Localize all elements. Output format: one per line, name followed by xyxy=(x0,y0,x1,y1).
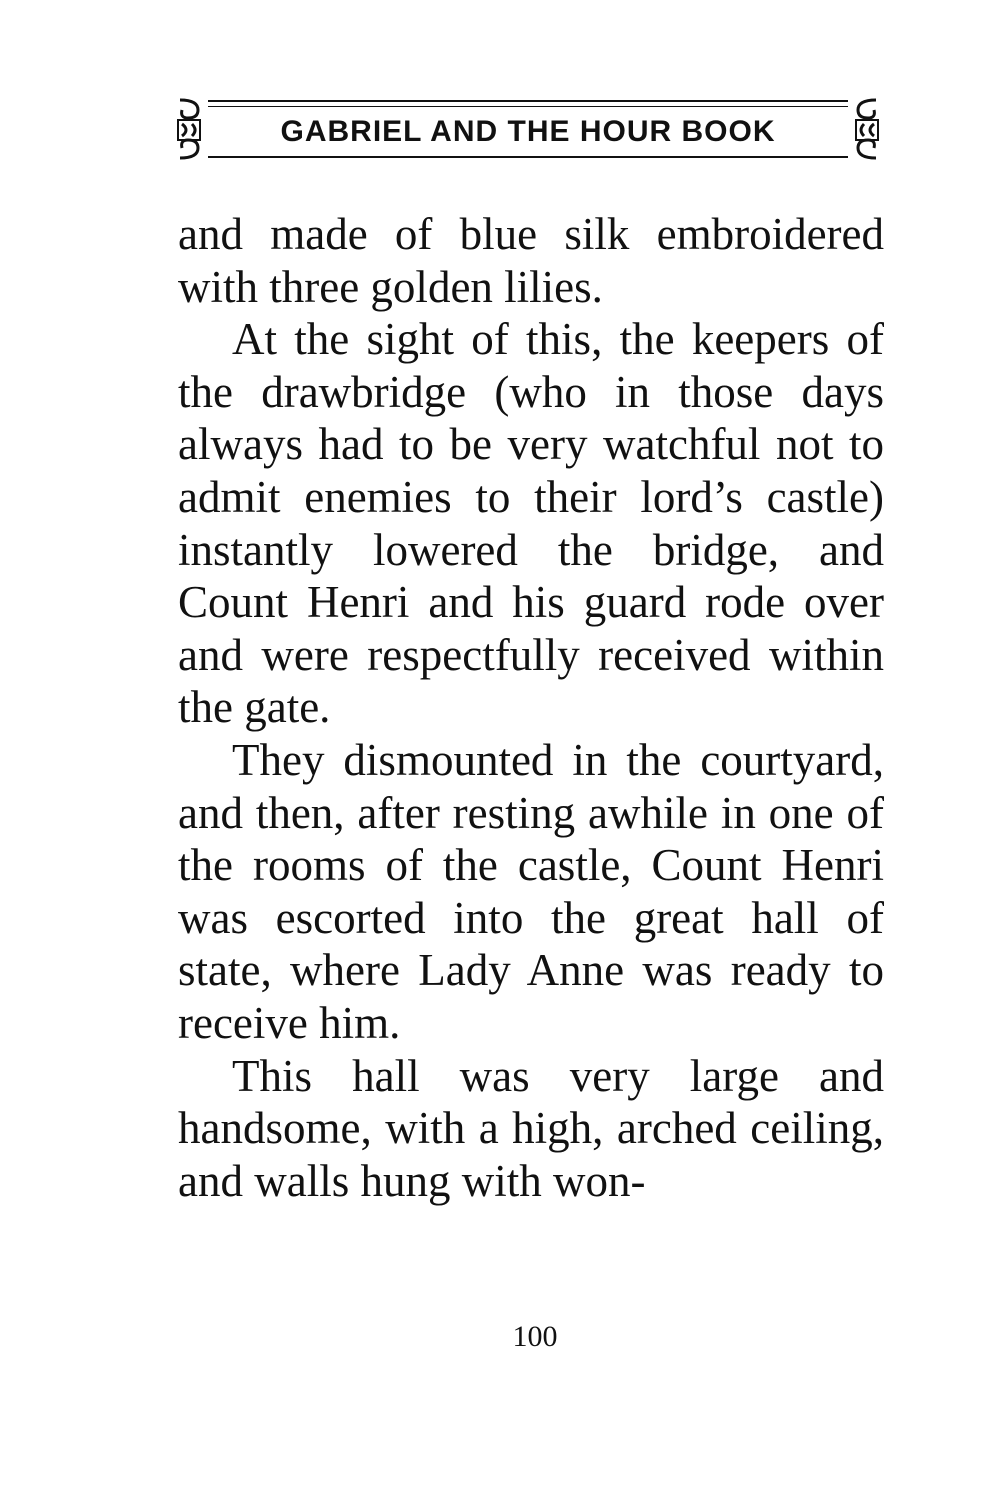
page-number: 100 xyxy=(512,1320,558,1353)
paragraph: They dismounted in the courtyard, and then, after resting awhile in one of the rooms of the castle, Count Henri was escorted into the great hall of state, where Lady Anne was ready to receive him. xyxy=(178,734,884,1048)
paragraph: and made of blue silk embroidered with three golden lilies. xyxy=(178,209,884,312)
paragraph: This hall was very large and handsome, with a high, arched ceiling, and walls hung with won- xyxy=(178,1050,884,1206)
header-rule-bottom xyxy=(208,156,848,158)
running-header xyxy=(172,92,884,164)
header-rule-top xyxy=(208,100,848,102)
scroll-ornament-icon xyxy=(172,96,206,162)
scroll-ornament-icon xyxy=(850,96,884,162)
header-rule-top-thin xyxy=(208,106,848,107)
running-header-title: GABRIEL AND THE HOUR BOOK xyxy=(280,115,776,148)
page-body-text xyxy=(178,208,884,1207)
paragraph: At the sight of this, the keepers of the drawbridge (who in those days always had to be very watchful not to admit enemies to their lord’s castle) instantly lowered the bridge, and Count Henri and his guard rode over and were respectfully received within the gate. xyxy=(178,314,884,733)
